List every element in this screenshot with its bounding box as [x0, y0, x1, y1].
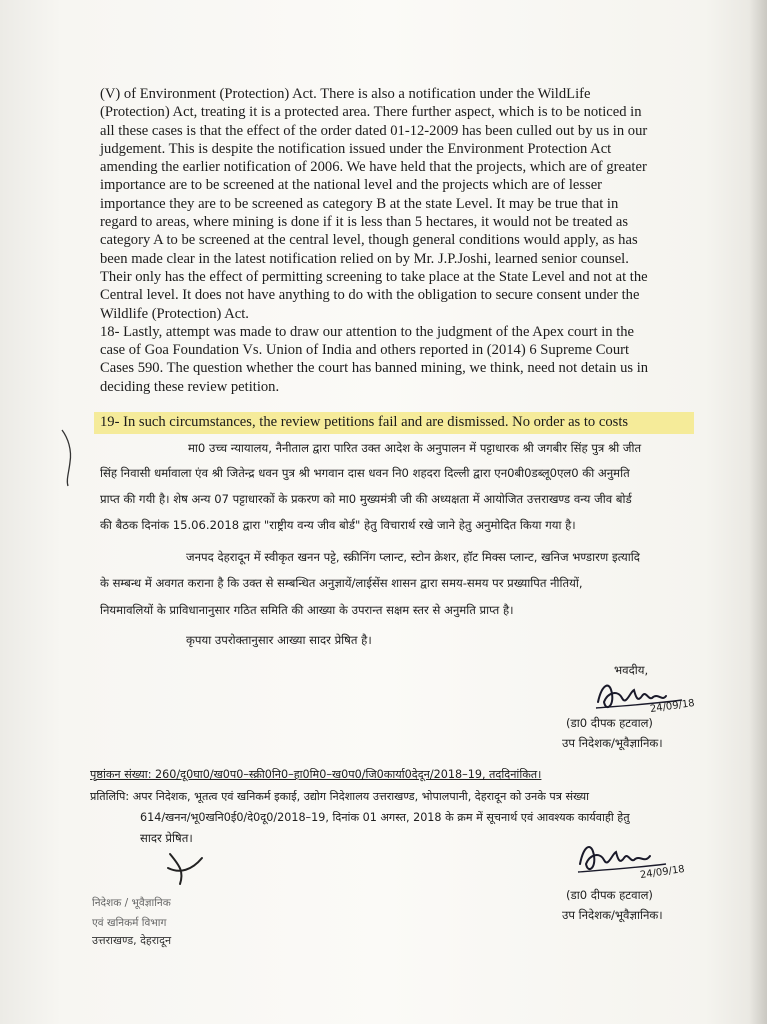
signature-date: 24/09/18	[649, 697, 696, 716]
text-line: importance are to be screened at the national level and the projects which are of lesser	[100, 177, 603, 194]
text-line: deciding these review petition.	[100, 378, 280, 395]
text-line: amending the earlier notification of 2006. We have held that the projects, which are of greater	[100, 159, 647, 176]
judgment-text	[100, 85, 712, 396]
stamp-line: निदेशक / भूवैज्ञानिक	[92, 897, 171, 909]
text-line: Their only has the effect of permitting screening to take place at the State Level and not at the	[100, 268, 648, 285]
signature-date: 24/09/18	[639, 863, 686, 882]
signature-1-icon	[592, 672, 702, 720]
text-line: been made clear in the latest notification relied on by Mr. J.P.Joshi, learned senior counsel.	[100, 250, 629, 267]
signer-name: (डा0 दीपक हटवाल)	[566, 888, 653, 902]
text-line: all these cases is that the effect of the order dated 01-12-2009 has been culled out by us in our	[100, 122, 648, 139]
stamp-line: एवं खनिकर्म विभाग	[92, 917, 167, 929]
text-line: के सम्बन्ध में अवगत कराना है कि उक्त से सम्बन्धित अनुज्ञायें/लाईसेंस शासन द्वारा समय-समय पर प्रख्यापित नीतियों,	[100, 576, 583, 590]
margin-pen-mark-icon	[58, 428, 80, 488]
text-line: importance they are to be screened as category B at the state Level. It may be true that in	[100, 195, 619, 212]
text-line: case of Goa Foundation Vs. Union of India and others reported in (2014) 6 Supreme Court	[100, 342, 630, 359]
text-line: (V) of Environment (Protection) Act. There is also a notification under the WildLife	[100, 86, 591, 102]
text-line: नियमावलियों के प्राविधानानुसार गठित समिति की आख्या के उपरान्त सक्षम स्तर से अनुमति प्राप्त है।	[100, 603, 514, 617]
copy-line: सादर प्रेषित।	[140, 831, 193, 845]
stamp-line: उत्तराखण्ड, देहरादून	[92, 934, 172, 947]
text-line: Central level. It does not have anything to do with the obligation to secure consent under the	[100, 287, 640, 304]
closing-salutation: भवदीय,	[614, 663, 649, 677]
signer-name: (डा0 दीपक हटवाल)	[566, 716, 653, 730]
text-line: की बैठक दिनांक 15.06.2018 द्वारा "राष्ट्रीय वन्य जीव बोर्ड" हेतु विचारार्थ रखे जाने हेतु अनुमोदित किया गया है।	[100, 518, 576, 532]
text-line: मा0 उच्च न्यायालय, नैनीताल द्वारा पारित उक्त आदेश के अनुपालन में पट्टाधारक श्री जगबीर सिंह पुत्र श्री जीत	[188, 441, 642, 455]
text-line: सिंह निवासी धर्मावाला एंव श्री जितेन्द्र धवन पुत्र श्री भगवान दास धवन नि0 शहदरा दिल्ली द्वारा एन0बी0डब्लू0एल0 की अनुमति	[100, 466, 630, 480]
text-line: category A to be screened at the central level, though general conditions would apply, as has	[100, 232, 638, 249]
text-line: 18- Lastly, attempt was made to draw our attention to the judgment of the Apex court in the	[100, 323, 635, 340]
page-edge-shadow	[749, 0, 767, 1024]
copy-line: 614/खनन/भू0खनि0ई0/दे0दू0/2018–19, दिनांक 01 अगस्त, 2018 के क्रम में सूचनार्थ एवं आवश्यक कार्यवाही हेतु	[140, 811, 630, 824]
highlighted-conclusion: 19- In such circumstances, the review petitions fail and are dismissed. No order as to costs	[100, 414, 629, 430]
initials-icon	[160, 848, 210, 894]
signer-title: उप निदेशक/भूवैज्ञानिक।	[562, 736, 663, 750]
text-line: regard to areas, where mining is done if it is less than 5 hectares, it would not be treated as	[100, 214, 629, 231]
endorsement-number: पृष्ठांकन संख्या: 260/दू0घा0/ख0प0–स्क्री0नि0–हा0मि0–ख0प0/जि0कार्या0देदून/2018–19, तददिनांकित।	[90, 768, 542, 781]
text-line: (Protection) Act, treating it is a protected area. There further aspect, which is to be noticed in	[100, 104, 642, 121]
text-line: judgement. This is despite the notification issued under the Environment Protection Act	[100, 140, 612, 157]
text-line: प्राप्त की गयी है। शेष अन्य 07 पट्टाधारकों के प्रकरण को मा0 मुख्यमंत्री जी की अध्यक्षता में आयोजित उत्तराखण्ड वन्य जीव बोर्ड	[100, 492, 632, 506]
text-line: कृपया उपरोक्तानुसार आख्या सादर प्रेषित है।	[186, 633, 372, 647]
copy-line: प्रतिलिपि: अपर निदेशक, भूतत्व एवं खनिकर्म इकाई, उद्योग निदेशालय उत्तराखण्ड, भोपालपानी, देहरादून को उनके पत्र संख्या	[90, 790, 589, 803]
text-line: Cases 590. The question whether the court has banned mining, we think, need not detain us in	[100, 360, 649, 377]
text-line: जनपद देहरादून में स्वीकृत खनन पट्टे, स्क्रीनिंग प्लान्ट, स्टोन क्रेशर, हॉट मिक्स प्लान्ट, खनिज भण्डारण इत्यादि	[186, 550, 640, 564]
text-line: Wildlife (Protection) Act.	[100, 305, 249, 322]
signer-title: उप निदेशक/भूवैज्ञानिक।	[562, 908, 663, 922]
